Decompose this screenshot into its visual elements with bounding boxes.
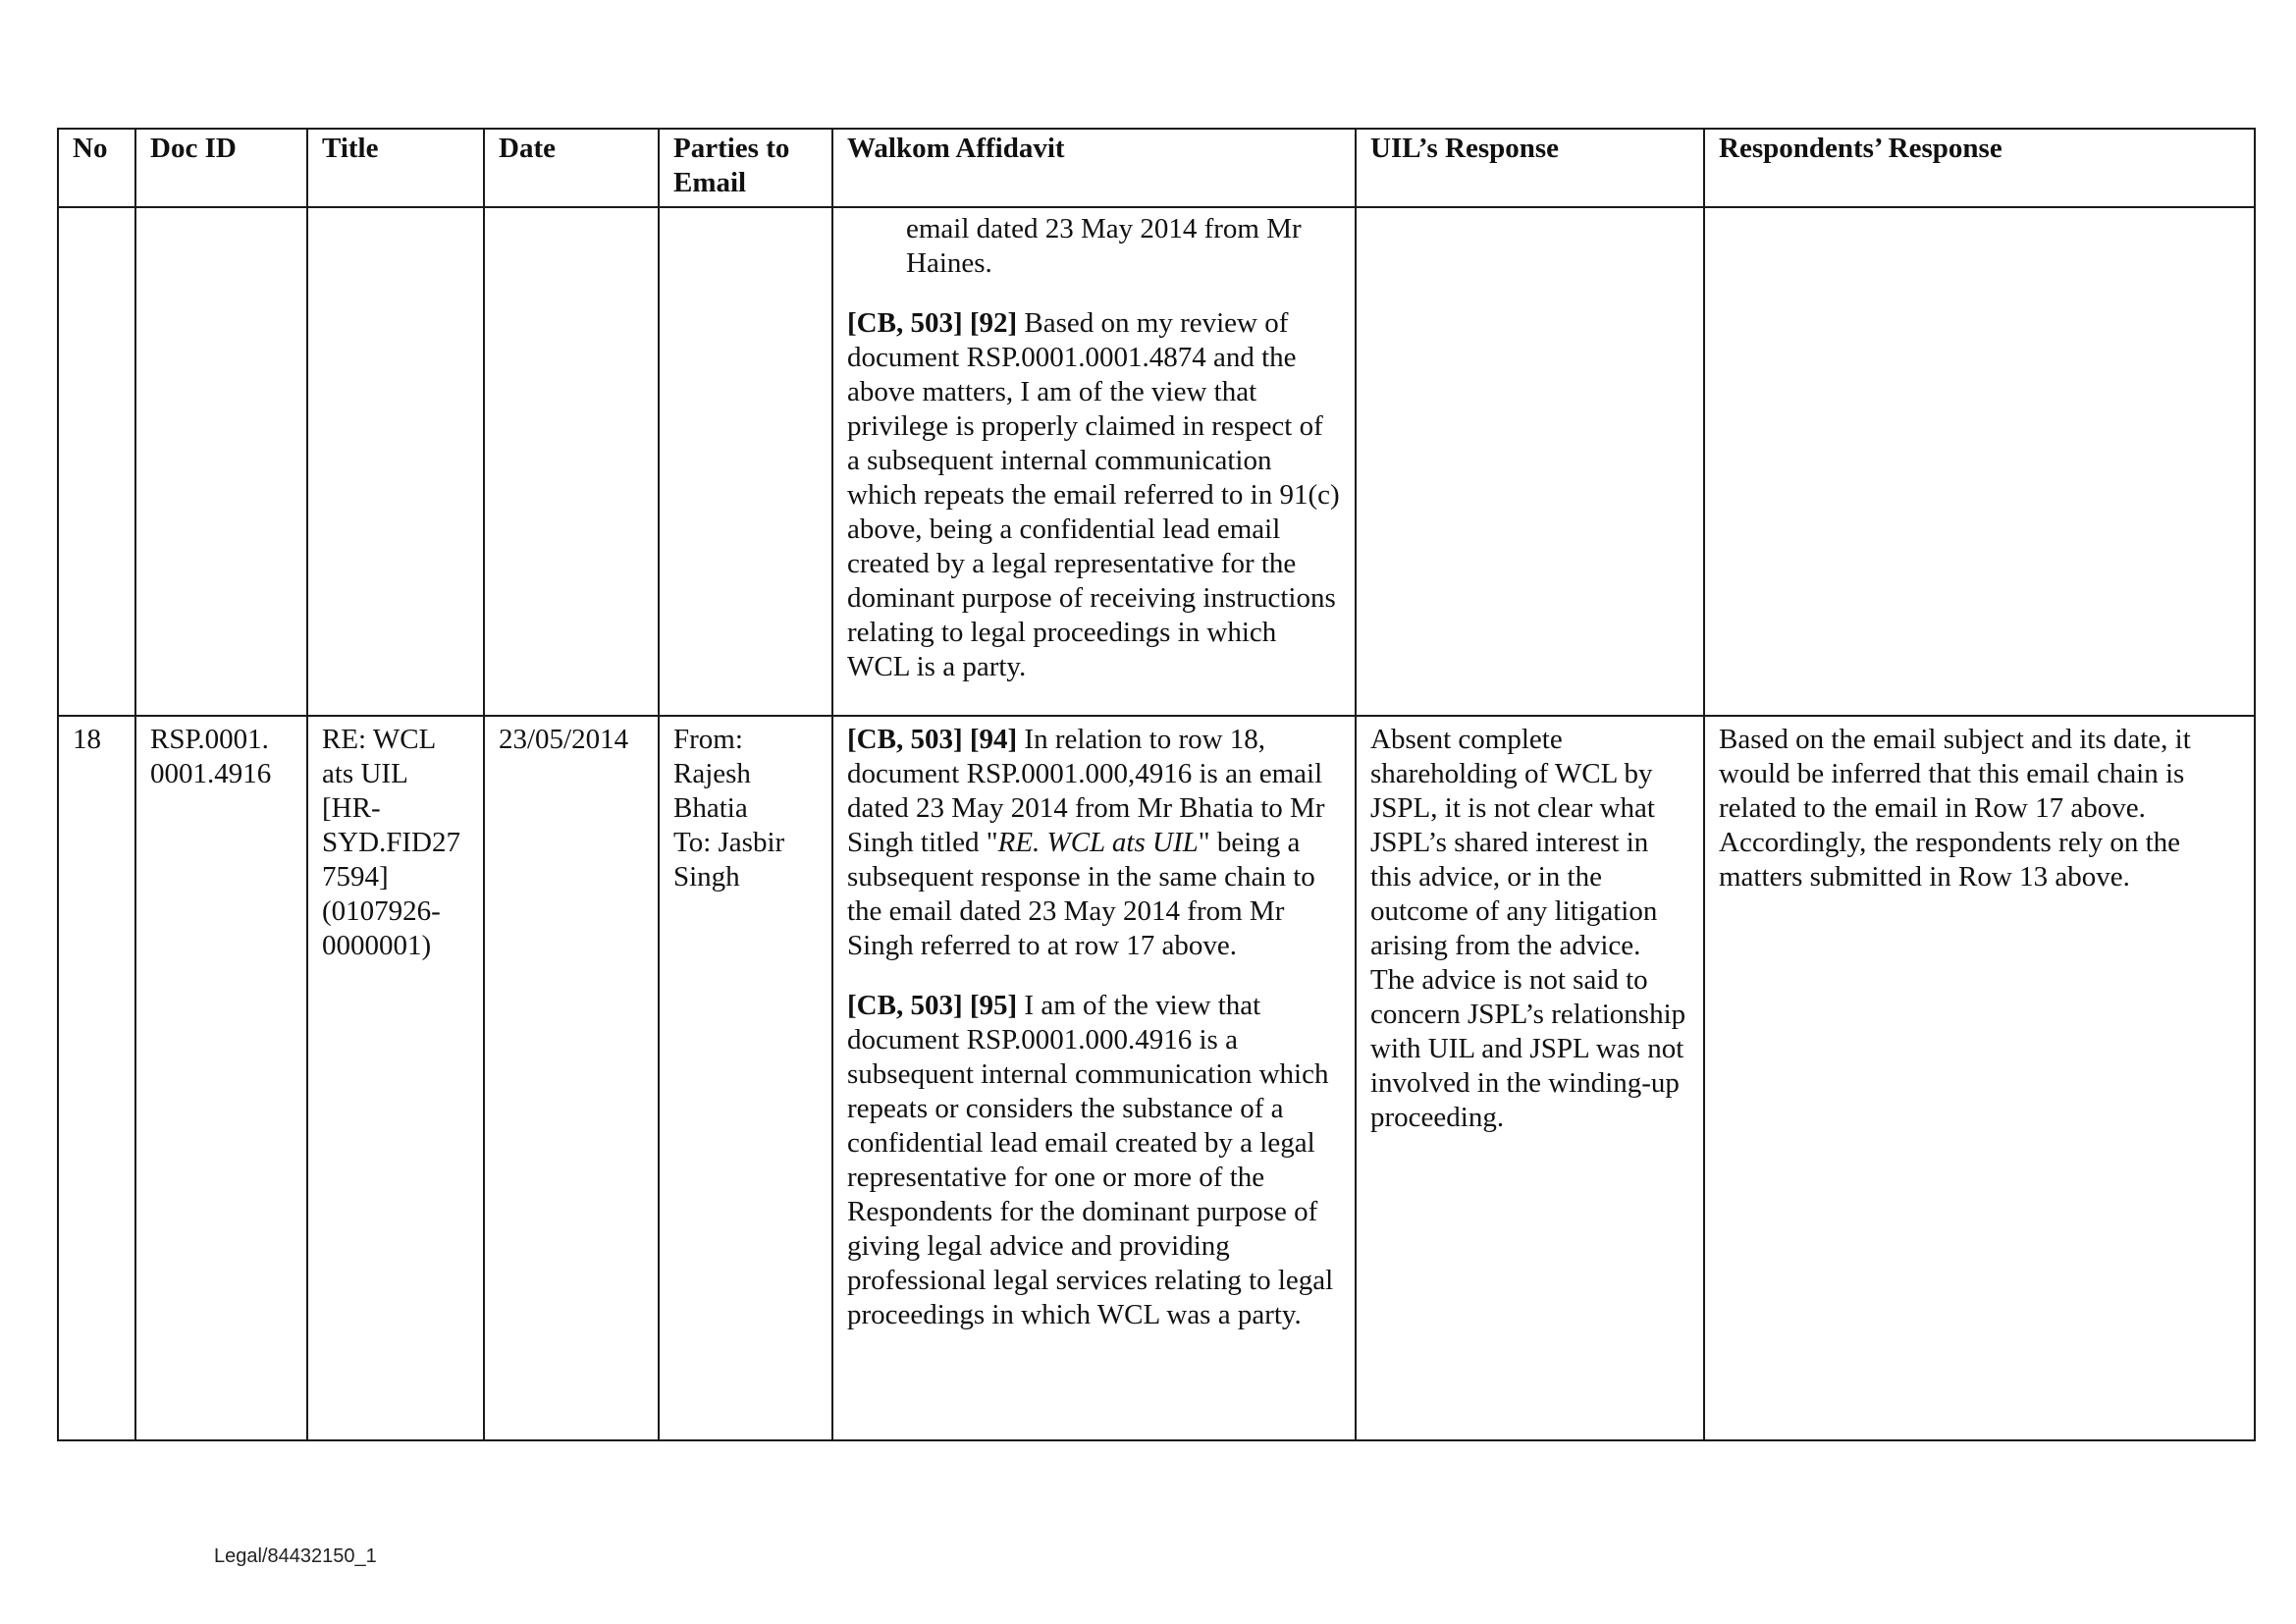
privilege-register-table [57,128,2256,1441]
table-header-row [58,129,2255,207]
cell-doc-id [135,716,307,1440]
parties-line: From: [673,724,743,755]
paragraph-text: In relation to row 18, document RSP.0001.000,4916 is an email dated 23 May 2014 from Mr Bhatia to Mr Singh titled " [847,724,1325,858]
cell-date [484,207,659,716]
cell-doc-id [135,207,307,716]
header-no: No [58,129,135,207]
parties-line: Singh [673,861,740,893]
header-date: Date [484,129,659,207]
title-line: RE: WCL [322,724,437,755]
header-respondents-response: Respondents’ Response [1704,129,2255,207]
document-footer-reference: Legal/84432150_1 [214,1545,377,1567]
walkom-paragraph-95 [847,989,1341,1332]
header-title: Title [307,129,484,207]
title-line: [HR- [322,792,381,824]
paragraph-text: Based on my review of document RSP.0001.0001.4874 and the above matters, I am of the view that privilege is properly claimed in respect of a subsequent internal communication which repeats the email referred to in 91(c) above, being a confidential lead email created by a legal representative for the dominant purpose of receiving instructions relating to legal proceedings in which WCL is a party. [847,307,1340,682]
title-line: ats UIL [322,758,408,789]
paragraph-reference: [CB, 503] [95] [847,990,1018,1021]
cell-no: 18 [58,716,135,1440]
cell-respondents-response [1704,207,2255,716]
cell-title [307,716,484,1440]
cell-parties [659,207,832,716]
paragraph-text: " being a subsequent response in the same chain to the email dated 23 May 2014 from Mr Singh referred to at row 17 above. [847,827,1315,961]
table-row-continuation [58,207,2255,716]
title-line: 0000001) [322,930,432,961]
title-line: (0107926- [322,895,441,927]
cell-uil-response: Absent complete shareholding of WCL by JSPL, it is not clear what JSPL’s shared interest in this advice, or in the outcome of any litigation arising from the advice. The advice is not said to concern JSPL’s relationship with UIL and JSPL was not involved in the winding-up proceeding. [1356,716,1704,1440]
walkom-paragraph-94 [847,723,1341,963]
header-doc-id: Doc ID [135,129,307,207]
walkom-indented-text: email dated 23 May 2014 from Mr Haines. [906,213,1302,279]
parties-line: Bhatia [673,792,748,824]
parties-line: Rajesh [673,758,751,789]
title-line: SYD.FID27 [322,827,460,858]
walkom-paragraph-92 [847,306,1341,684]
parties-line: To: Jasbir [673,827,785,858]
paragraph-text: I am of the view that document RSP.0001.000.4916 is a subsequent internal communication which repeats or considers the substance of a confidential lead email created by a legal representative for one or more of the Respondents for the dominant purpose of giving legal advice and providing professional legal services relating to legal proceedings in which WCL was a party. [847,990,1334,1330]
paragraph-reference: [CB, 503] [94] [847,724,1018,755]
header-parties: Parties to Email [659,129,832,207]
cell-date: 23/05/2014 [484,716,659,1440]
cell-title [307,207,484,716]
cell-parties [659,716,832,1440]
cell-uil-response [1356,207,1704,716]
cell-walkom-affidavit [832,207,1356,716]
header-uil-response: UIL’s Response [1356,129,1704,207]
table-row-18 [58,716,2255,1440]
cell-no [58,207,135,716]
header-walkom-affidavit: Walkom Affidavit [832,129,1356,207]
cell-walkom-affidavit [832,716,1356,1440]
paragraph-reference: [CB, 503] [92] [847,307,1018,339]
doc-id-line: 0001.4916 [150,758,272,789]
cell-respondents-response: Based on the email subject and its date, it would be inferred that this email chain is related to the email in Row 17 above. Accordingly, the respondents rely on the matters submitted in Row 13 above. [1704,716,2255,1440]
doc-id-line: RSP.0001. [150,724,269,755]
title-line: 7594] [322,861,389,893]
email-title-italic: RE. WCL ats UIL [997,827,1199,858]
